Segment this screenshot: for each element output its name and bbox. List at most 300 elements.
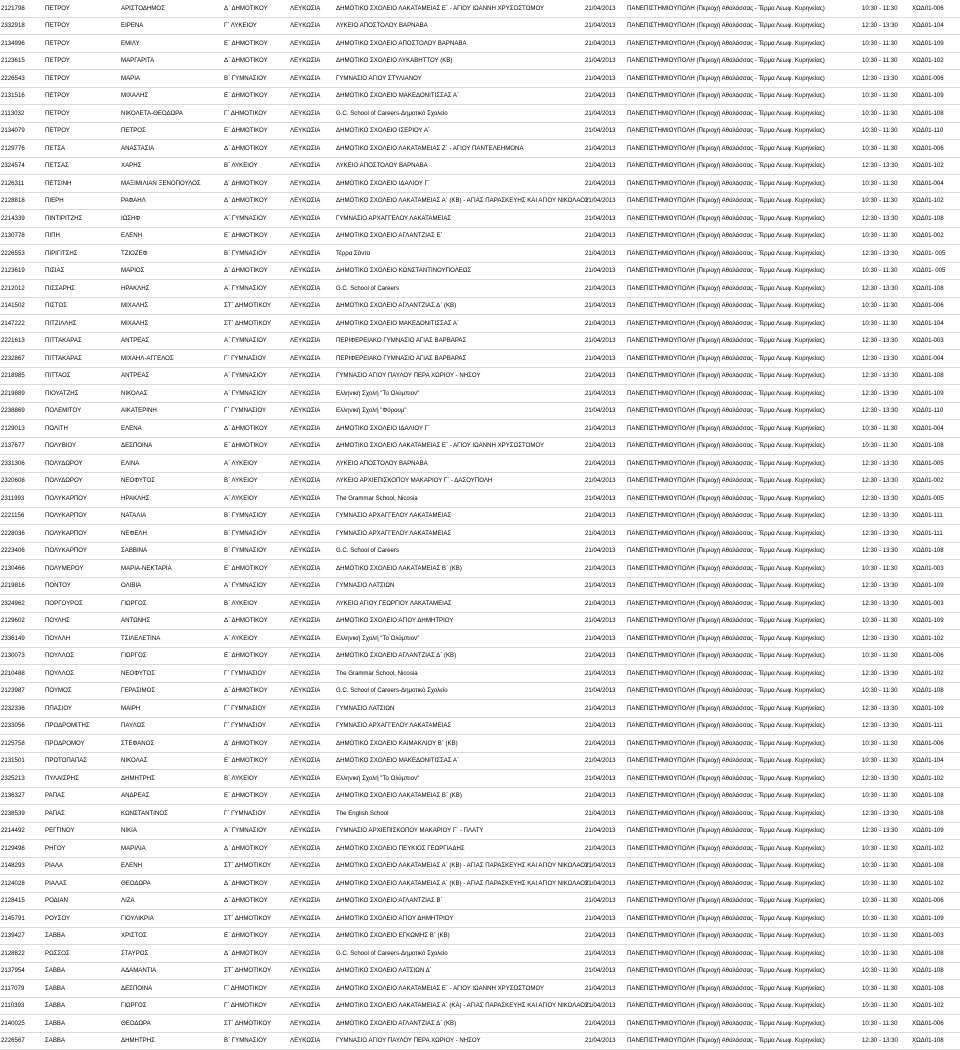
id-cell[interactable]: 2123619: [0, 262, 44, 280]
surname-cell[interactable]: ΠΕΤΡΟΥ: [44, 17, 120, 35]
date-cell[interactable]: 21/04/2013: [584, 350, 626, 368]
venue-cell[interactable]: ΠΑΝΕΠΙΣΤΗΜΙΟΥΠΟΛΗ (Περιοχή Αθαλάσσας - Τέρμα Λεωφ. Κυρηνείας): [626, 315, 862, 333]
location-cell[interactable]: ΛΕΥΚΩΣΙΑ: [289, 402, 335, 420]
surname-cell[interactable]: ΡΕΓΓΙΝΟΥ: [44, 822, 120, 840]
location-cell[interactable]: ΛΕΥΚΩΣΙΑ: [289, 437, 335, 455]
class-cell[interactable]: Α΄ ΓΥΜΝΑΣΙΟΥ: [223, 577, 289, 595]
first-name-cell[interactable]: ΝΙΚΟΛΑΣ: [120, 385, 223, 403]
date-cell[interactable]: 21/04/2013: [584, 332, 626, 350]
first-name-cell[interactable]: ΧΑΡΗΣ: [120, 157, 223, 175]
code-cell[interactable]: ΧΩΔ01-108: [912, 980, 960, 998]
time-cell[interactable]: 10:30 - 11:30: [862, 840, 912, 858]
id-cell[interactable]: 2311993: [0, 490, 44, 508]
code-cell[interactable]: ΧΩΔ01-108: [912, 1032, 960, 1050]
location-cell[interactable]: ΛΕΥΚΩΣΙΑ: [289, 752, 335, 770]
location-cell[interactable]: ΛΕΥΚΩΣΙΑ: [289, 875, 335, 893]
class-cell[interactable]: Β΄ ΛΥΚΕΙΟΥ: [223, 770, 289, 788]
code-cell[interactable]: ΧΩΔ01-005: [912, 455, 960, 473]
school-cell[interactable]: ΔΗΜΟΤΙΚΟ ΣΧΟΛΕΙΟ ΛΑΚΑΤΑΜΕΙΑΣ Α΄ (ΚΒ) - ΑΓΙΑΣ ΠΑΡΑΣΚΕΥΗΣ ΚΑΙ ΑΓΙΟΥ ΝΙΚΟΛΑΟΥ: [335, 875, 584, 893]
venue-cell[interactable]: ΠΑΝΕΠΙΣΤΗΜΙΟΥΠΟΛΗ (Περιοχή Αθαλάσσας - Τέρμα Λεωφ. Κυρηνείας): [626, 227, 862, 245]
date-cell[interactable]: 21/04/2013: [584, 595, 626, 613]
surname-cell[interactable]: ΠΕΤΡΟΥ: [44, 105, 120, 123]
venue-cell[interactable]: ΠΑΝΕΠΙΣΤΗΜΙΟΥΠΟΛΗ (Περιοχή Αθαλάσσας - Τέρμα Λεωφ. Κυρηνείας): [626, 665, 862, 683]
id-cell[interactable]: 2126311: [0, 175, 44, 193]
class-cell[interactable]: Ε΄ ΔΗΜΟΤΙΚΟΥ: [223, 560, 289, 578]
id-cell[interactable]: 2128415: [0, 892, 44, 910]
time-cell[interactable]: 12:30 - 13:30: [862, 577, 912, 595]
code-cell[interactable]: ΧΩΔ01-004: [912, 350, 960, 368]
school-cell[interactable]: ΓΥΜΝΑΣΙΟ ΑΡΧΑΓΓΕΛΟΥ ΛΑΚΑΤΑΜΕΙΑΣ: [335, 210, 584, 228]
location-cell[interactable]: ΛΕΥΚΩΣΙΑ: [289, 315, 335, 333]
id-cell[interactable]: 2238869: [0, 402, 44, 420]
id-cell[interactable]: 2226567: [0, 1032, 44, 1050]
code-cell[interactable]: ΧΩΔ01-108: [912, 210, 960, 228]
code-cell[interactable]: ΧΩΔ01-108: [912, 787, 960, 805]
id-cell[interactable]: 2331306: [0, 455, 44, 473]
code-cell[interactable]: ΧΩΔ01-108: [912, 945, 960, 963]
surname-cell[interactable]: ΠΡΟΔΡΟΜΟΥ: [44, 735, 120, 753]
school-cell[interactable]: ΔΗΜΟΤΙΚΟ ΣΧΟΛΕΙΟ ΜΑΚΕΔΟΝΙΤΙΣΣΑΣ Α΄: [335, 87, 584, 105]
time-cell[interactable]: 12:30 - 13:30: [862, 367, 912, 385]
time-cell[interactable]: 12:30 - 13:30: [862, 717, 912, 735]
code-cell[interactable]: ΧΩΔ01-102: [912, 840, 960, 858]
code-cell[interactable]: ΧΩΔ01-109: [912, 577, 960, 595]
time-cell[interactable]: 10:30 - 11:30: [862, 927, 912, 945]
school-cell[interactable]: ΔΗΜΟΤΙΚΟ ΣΧΟΛΕΙΟ ΑΓΙΟΥ ΔΗΜΗΤΡΙΟΥ: [335, 612, 584, 630]
id-cell[interactable]: 2137677: [0, 437, 44, 455]
date-cell[interactable]: 21/04/2013: [584, 385, 626, 403]
code-cell[interactable]: ΧΩΔ01-102: [912, 997, 960, 1015]
time-cell[interactable]: 12:30 - 13:30: [862, 402, 912, 420]
first-name-cell[interactable]: ΧΡΙΣΤΟΣ: [120, 927, 223, 945]
venue-cell[interactable]: ΠΑΝΕΠΙΣΤΗΜΙΟΥΠΟΛΗ (Περιοχή Αθαλάσσας - Τέρμα Λεωφ. Κυρηνείας): [626, 0, 862, 17]
id-cell[interactable]: 2223406: [0, 542, 44, 560]
time-cell[interactable]: 10:30 - 11:30: [862, 752, 912, 770]
first-name-cell[interactable]: ΓΙΩΡΓΟΣ: [120, 595, 223, 613]
time-cell[interactable]: 10:30 - 11:30: [862, 175, 912, 193]
time-cell[interactable]: 12:30 - 13:30: [862, 700, 912, 718]
venue-cell[interactable]: ΠΑΝΕΠΙΣΤΗΜΙΟΥΠΟΛΗ (Περιοχή Αθαλάσσας - Τέρμα Λεωφ. Κυρηνείας): [626, 927, 862, 945]
location-cell[interactable]: ΛΕΥΚΩΣΙΑ: [289, 192, 335, 210]
school-cell[interactable]: ΓΥΜΝΑΣΙΟ ΑΓΙΟΥ ΠΑΥΛΟΥ ΠΕΡΑ ΧΩΡΙΟΥ - ΝΗΣΟΥ: [335, 1032, 584, 1050]
first-name-cell[interactable]: ΛΙΖΑ: [120, 892, 223, 910]
venue-cell[interactable]: ΠΑΝΕΠΙΣΤΗΜΙΟΥΠΟΛΗ (Περιοχή Αθαλάσσας - Τέρμα Λεωφ. Κυρηνείας): [626, 560, 862, 578]
school-cell[interactable]: ΔΗΜΟΤΙΚΟ ΣΧΟΛΕΙΟ ΠΕΥΚΙΟΣ ΓΕΩΡΓΙΑΔΗΣ: [335, 840, 584, 858]
time-cell[interactable]: 10:30 - 11:30: [862, 122, 912, 140]
class-cell[interactable]: Γ΄ ΔΗΜΟΤΙΚΟΥ: [223, 980, 289, 998]
location-cell[interactable]: ΛΕΥΚΩΣΙΑ: [289, 507, 335, 525]
location-cell[interactable]: ΛΕΥΚΩΣΙΑ: [289, 560, 335, 578]
school-cell[interactable]: ΔΗΜΟΤΙΚΟ ΣΧΟΛΕΙΟ ΛΑΚΑΤΑΜΕΙΑΣ Β΄ (ΚΒ): [335, 787, 584, 805]
code-cell[interactable]: ΧΩΔ01-006: [912, 70, 960, 88]
id-cell[interactable]: 2221156: [0, 507, 44, 525]
id-cell[interactable]: 2320608: [0, 472, 44, 490]
time-cell[interactable]: 12:30 - 13:30: [862, 210, 912, 228]
school-cell[interactable]: ΔΗΜΟΤΙΚΟ ΣΧΟΛΕΙΟ ΛΑΚΑΤΑΜΕΙΑΣ Ε΄ - ΑΓΙΟΥ ΙΩΑΝΝΗ ΧΡΥΣΟΣΤΟΜΟΥ: [335, 0, 584, 17]
first-name-cell[interactable]: ΕΛΕΝΗ: [120, 227, 223, 245]
school-cell[interactable]: ΓΥΜΝΑΣΙΟ ΛΑΤΣΙΩΝ: [335, 577, 584, 595]
id-cell[interactable]: 2145791: [0, 910, 44, 928]
surname-cell[interactable]: ΠΕΤΣΑ: [44, 140, 120, 158]
first-name-cell[interactable]: ΓΕΡΑΣΙΜΟΣ: [120, 682, 223, 700]
venue-cell[interactable]: ΠΑΝΕΠΙΣΤΗΜΙΟΥΠΟΛΗ (Περιοχή Αθαλάσσας - Τέρμα Λεωφ. Κυρηνείας): [626, 945, 862, 963]
surname-cell[interactable]: ΡΑΠΑΣ: [44, 787, 120, 805]
class-cell[interactable]: Β΄ ΓΥΜΝΑΣΙΟΥ: [223, 507, 289, 525]
class-cell[interactable]: Γ΄ ΓΥΜΝΑΣΙΟΥ: [223, 665, 289, 683]
venue-cell[interactable]: ΠΑΝΕΠΙΣΤΗΜΙΟΥΠΟΛΗ (Περιοχή Αθαλάσσας - Τέρμα Λεωφ. Κυρηνείας): [626, 280, 862, 298]
surname-cell[interactable]: ΠΟΥΛΗΣ: [44, 612, 120, 630]
code-cell[interactable]: ΧΩΔ01-109: [912, 822, 960, 840]
location-cell[interactable]: ΛΕΥΚΩΣΙΑ: [289, 35, 335, 53]
venue-cell[interactable]: ΠΑΝΕΠΙΣΤΗΜΙΟΥΠΟΛΗ (Περιοχή Αθαλάσσας - Τέρμα Λεωφ. Κυρηνείας): [626, 52, 862, 70]
id-cell[interactable]: 2221613: [0, 332, 44, 350]
school-cell[interactable]: ΓΥΜΝΑΣΙΟ ΛΑΤΣΙΩΝ: [335, 700, 584, 718]
first-name-cell[interactable]: ΑΝΑΣΤΑΣΙΑ: [120, 140, 223, 158]
date-cell[interactable]: 21/04/2013: [584, 560, 626, 578]
first-name-cell[interactable]: ΜΑΙΡΗ: [120, 700, 223, 718]
location-cell[interactable]: ΛΕΥΚΩΣΙΑ: [289, 997, 335, 1015]
class-cell[interactable]: Γ΄ ΓΥΜΝΑΣΙΟΥ: [223, 350, 289, 368]
location-cell[interactable]: ΛΕΥΚΩΣΙΑ: [289, 857, 335, 875]
first-name-cell[interactable]: ΕΛΙΝΑ: [120, 455, 223, 473]
first-name-cell[interactable]: ΓΙΩΡΓΟΣ: [120, 647, 223, 665]
time-cell[interactable]: 10:30 - 11:30: [862, 962, 912, 980]
school-cell[interactable]: ΔΗΜΟΤΙΚΟ ΣΧΟΛΕΙΟ ΑΓΛΑΝΤΖΙΑΣ Δ΄ (ΚΒ): [335, 1015, 584, 1033]
time-cell[interactable]: 10:30 - 11:30: [862, 857, 912, 875]
surname-cell[interactable]: ΡΑΠΑΣ: [44, 805, 120, 823]
first-name-cell[interactable]: ΕΜΙΛΥ: [120, 35, 223, 53]
time-cell[interactable]: 10:30 - 11:30: [862, 560, 912, 578]
code-cell[interactable]: ΧΩΔ01-104: [912, 752, 960, 770]
first-name-cell[interactable]: ΑΡΙΣΤΟΔΗΜΟΣ: [120, 0, 223, 17]
code-cell[interactable]: ΧΩΔ01-006: [912, 297, 960, 315]
id-cell[interactable]: 2212012: [0, 280, 44, 298]
class-cell[interactable]: Δ΄ ΔΗΜΟΤΙΚΟΥ: [223, 175, 289, 193]
school-cell[interactable]: ΠΕΡΙΦΕΡΕΙΑΚΟ ΓΥΜΝΑΣΙΟ ΑΓΙΑΣ ΒΑΡΒΑΡΑΣ: [335, 332, 584, 350]
venue-cell[interactable]: ΠΑΝΕΠΙΣΤΗΜΙΟΥΠΟΛΗ (Περιοχή Αθαλάσσας - Τέρμα Λεωφ. Κυρηνείας): [626, 805, 862, 823]
class-cell[interactable]: ΣΤ΄ ΔΗΜΟΤΙΚΟΥ: [223, 315, 289, 333]
surname-cell[interactable]: ΡΗΓΟΥ: [44, 840, 120, 858]
venue-cell[interactable]: ΠΑΝΕΠΙΣΤΗΜΙΟΥΠΟΛΗ (Περιοχή Αθαλάσσας - Τέρμα Λεωφ. Κυρηνείας): [626, 770, 862, 788]
school-cell[interactable]: ΓΥΜΝΑΣΙΟ ΑΓΙΟΥ ΠΑΥΛΟΥ ΠΕΡΑ ΧΩΡΙΟΥ - ΝΗΣΟΥ: [335, 367, 584, 385]
date-cell[interactable]: 21/04/2013: [584, 507, 626, 525]
surname-cell[interactable]: ΠΠΑΣΙΟΥ: [44, 700, 120, 718]
date-cell[interactable]: 21/04/2013: [584, 280, 626, 298]
id-cell[interactable]: 2141502: [0, 297, 44, 315]
code-cell[interactable]: ΧΩΔ01-003: [912, 332, 960, 350]
location-cell[interactable]: ΛΕΥΚΩΣΙΑ: [289, 455, 335, 473]
class-cell[interactable]: Δ΄ ΔΗΜΟΤΙΚΟΥ: [223, 612, 289, 630]
surname-cell[interactable]: ΠΙΣΤΟΣ: [44, 297, 120, 315]
school-cell[interactable]: G.C. School of Careers-Δημοτικό Σχολείο: [335, 105, 584, 123]
school-cell[interactable]: ΛΥΚΕΙΟ ΑΡΧΙΕΠΙΣΚΟΠΟΥ ΜΑΚΑΡΙΟΥ Γ΄ - ΔΑΣΟΥΠΟΛΗ: [335, 472, 584, 490]
date-cell[interactable]: 21/04/2013: [584, 472, 626, 490]
id-cell[interactable]: 2139427: [0, 927, 44, 945]
id-cell[interactable]: 2148293: [0, 857, 44, 875]
id-cell[interactable]: 2129013: [0, 420, 44, 438]
surname-cell[interactable]: ΠΕΤΡΟΥ: [44, 70, 120, 88]
surname-cell[interactable]: ΠΙΣΙΑΣ: [44, 262, 120, 280]
code-cell[interactable]: ΧΩΔ01-110: [912, 122, 960, 140]
school-cell[interactable]: ΠΕΡΙΦΕΡΕΙΑΚΟ ΓΥΜΝΑΣΙΟ ΑΓΙΑΣ ΒΑΡΒΑΡΑΣ: [335, 350, 584, 368]
first-name-cell[interactable]: ΑΔΑΜΑΝΤΙΑ: [120, 962, 223, 980]
date-cell[interactable]: 21/04/2013: [584, 542, 626, 560]
time-cell[interactable]: 10:30 - 11:30: [862, 297, 912, 315]
id-cell[interactable]: 2123615: [0, 52, 44, 70]
date-cell[interactable]: 21/04/2013: [584, 577, 626, 595]
date-cell[interactable]: 21/04/2013: [584, 1032, 626, 1050]
school-cell[interactable]: ΔΗΜΟΤΙΚΟ ΣΧΟΛΕΙΟ ΑΓΛΑΝΤΖΙΑΣ Β΄: [335, 892, 584, 910]
code-cell[interactable]: ΧΩΔ01-104: [912, 315, 960, 333]
code-cell[interactable]: ΧΩΔ01-003: [912, 560, 960, 578]
venue-cell[interactable]: ΠΑΝΕΠΙΣΤΗΜΙΟΥΠΟΛΗ (Περιοχή Αθαλάσσας - Τέρμα Λεωφ. Κυρηνείας): [626, 1015, 862, 1033]
venue-cell[interactable]: ΠΑΝΕΠΙΣΤΗΜΙΟΥΠΟΛΗ (Περιοχή Αθαλάσσας - Τέρμα Λεωφ. Κυρηνείας): [626, 787, 862, 805]
first-name-cell[interactable]: ΤΖΙΟΖΕΦ: [120, 245, 223, 263]
venue-cell[interactable]: ΠΑΝΕΠΙΣΤΗΜΙΟΥΠΟΛΗ (Περιοχή Αθαλάσσας - Τέρμα Λεωφ. Κυρηνείας): [626, 297, 862, 315]
code-cell[interactable]: ΧΩΔ01-109: [912, 87, 960, 105]
id-cell[interactable]: 2121798: [0, 0, 44, 17]
first-name-cell[interactable]: ΣΤΕΦΑΝΟΣ: [120, 735, 223, 753]
id-cell[interactable]: 2130466: [0, 560, 44, 578]
class-cell[interactable]: Α΄ ΓΥΜΝΑΣΙΟΥ: [223, 210, 289, 228]
school-cell[interactable]: ΔΗΜΟΤΙΚΟ ΣΧΟΛΕΙΟ ΜΑΚΕΔΟΝΙΤΙΣΣΑΣ Α΄: [335, 315, 584, 333]
surname-cell[interactable]: ΠΕΤΡΟΥ: [44, 87, 120, 105]
surname-cell[interactable]: ΠΙΤΖΙΛΛΗΣ: [44, 315, 120, 333]
date-cell[interactable]: 21/04/2013: [584, 105, 626, 123]
class-cell[interactable]: Β΄ ΓΥΜΝΑΣΙΟΥ: [223, 542, 289, 560]
code-cell[interactable]: ΧΩΔ01-005: [912, 490, 960, 508]
code-cell[interactable]: ΧΩΔ01-108: [912, 367, 960, 385]
class-cell[interactable]: Ε΄ ΔΗΜΟΤΙΚΟΥ: [223, 437, 289, 455]
surname-cell[interactable]: ΠΟΥΛΛΟΣ: [44, 647, 120, 665]
venue-cell[interactable]: ΠΑΝΕΠΙΣΤΗΜΙΟΥΠΟΛΗ (Περιοχή Αθαλάσσας - Τέρμα Λεωφ. Κυρηνείας): [626, 35, 862, 53]
venue-cell[interactable]: ΠΑΝΕΠΙΣΤΗΜΙΟΥΠΟΛΗ (Περιοχή Αθαλάσσας - Τέρμα Λεωφ. Κυρηνείας): [626, 962, 862, 980]
first-name-cell[interactable]: ΙΩΣΗΦ: [120, 210, 223, 228]
first-name-cell[interactable]: ΜΑΡΓΑΡΙΤΑ: [120, 52, 223, 70]
location-cell[interactable]: ΛΕΥΚΩΣΙΑ: [289, 1015, 335, 1033]
class-cell[interactable]: Β΄ ΓΥΜΝΑΣΙΟΥ: [223, 245, 289, 263]
first-name-cell[interactable]: ΠΕΤΡΟΣ: [120, 122, 223, 140]
id-cell[interactable]: 2131516: [0, 87, 44, 105]
location-cell[interactable]: ΛΕΥΚΩΣΙΑ: [289, 157, 335, 175]
id-cell[interactable]: 2228036: [0, 525, 44, 543]
id-cell[interactable]: 2238539: [0, 805, 44, 823]
first-name-cell[interactable]: ΔΕΣΠΟΙΝΑ: [120, 437, 223, 455]
code-cell[interactable]: ΧΩΔ01-108: [912, 437, 960, 455]
school-cell[interactable]: ΔΗΜΟΤΙΚΟ ΣΧΟΛΕΙΟ ΛΑΚΑΤΑΜΕΙΑΣ Β΄ (ΚΒ): [335, 560, 584, 578]
location-cell[interactable]: ΛΕΥΚΩΣΙΑ: [289, 350, 335, 368]
venue-cell[interactable]: ΠΑΝΕΠΙΣΤΗΜΙΟΥΠΟΛΗ (Περιοχή Αθαλάσσας - Τέρμα Λεωφ. Κυρηνείας): [626, 717, 862, 735]
id-cell[interactable]: 2113032: [0, 105, 44, 123]
location-cell[interactable]: ΛΕΥΚΩΣΙΑ: [289, 822, 335, 840]
time-cell[interactable]: 10:30 - 11:30: [862, 52, 912, 70]
date-cell[interactable]: 21/04/2013: [584, 875, 626, 893]
class-cell[interactable]: Δ΄ ΔΗΜΟΤΙΚΟΥ: [223, 420, 289, 438]
venue-cell[interactable]: ΠΑΝΕΠΙΣΤΗΜΙΟΥΠΟΛΗ (Περιοχή Αθαλάσσας - Τέρμα Λεωφ. Κυρηνείας): [626, 875, 862, 893]
location-cell[interactable]: ΛΕΥΚΩΣΙΑ: [289, 227, 335, 245]
code-cell[interactable]: ΧΩΔ01-002: [912, 472, 960, 490]
venue-cell[interactable]: ΠΑΝΕΠΙΣΤΗΜΙΟΥΠΟΛΗ (Περιοχή Αθαλάσσας - Τέρμα Λεωφ. Κυρηνείας): [626, 455, 862, 473]
class-cell[interactable]: Δ΄ ΔΗΜΟΤΙΚΟΥ: [223, 840, 289, 858]
id-cell[interactable]: 2336149: [0, 630, 44, 648]
location-cell[interactable]: ΛΕΥΚΩΣΙΑ: [289, 910, 335, 928]
surname-cell[interactable]: ΠΙΝΤΙΡΙΤΖΗΣ: [44, 210, 120, 228]
id-cell[interactable]: 2129498: [0, 840, 44, 858]
class-cell[interactable]: Α΄ ΓΥΜΝΑΣΙΟΥ: [223, 822, 289, 840]
id-cell[interactable]: 2214339: [0, 210, 44, 228]
code-cell[interactable]: ΧΩΔ01-108: [912, 542, 960, 560]
surname-cell[interactable]: ΠΙΤΤΑΚΑΡΑΣ: [44, 350, 120, 368]
time-cell[interactable]: 12:30 - 13:30: [862, 595, 912, 613]
school-cell[interactable]: ΛΥΚΕΙΟ ΑΠΟΣΤΟΛΟΥ ΒΑΡΝΑΒΑ: [335, 455, 584, 473]
school-cell[interactable]: Ελληνική Σχολή "Το Ολύμπιον": [335, 770, 584, 788]
class-cell[interactable]: Γ΄ ΓΥΜΝΑΣΙΟΥ: [223, 700, 289, 718]
class-cell[interactable]: Α΄ ΓΥΜΝΑΣΙΟΥ: [223, 385, 289, 403]
school-cell[interactable]: ΓΥΜΝΑΣΙΟ ΑΡΧΑΓΓΕΛΟΥ ΛΑΚΑΤΑΜΕΙΑΣ: [335, 507, 584, 525]
venue-cell[interactable]: ΠΑΝΕΠΙΣΤΗΜΙΟΥΠΟΛΗ (Περιοχή Αθαλάσσας - Τέρμα Λεωφ. Κυρηνείας): [626, 17, 862, 35]
code-cell[interactable]: ΧΩΔ01-004: [912, 420, 960, 438]
school-cell[interactable]: ΔΗΜΟΤΙΚΟ ΣΧΟΛΕΙΟ ΑΓΛΑΝΤΖΙΑΣ Δ΄ (ΚΒ): [335, 647, 584, 665]
code-cell[interactable]: ΧΩΔ01-108: [912, 962, 960, 980]
time-cell[interactable]: 10:30 - 11:30: [862, 315, 912, 333]
school-cell[interactable]: ΓΥΜΝΑΣΙΟ ΑΡΧΑΓΓΕΛΟΥ ΛΑΚΑΤΑΜΕΙΑΣ: [335, 717, 584, 735]
time-cell[interactable]: 12:30 - 13:30: [862, 455, 912, 473]
class-cell[interactable]: Δ΄ ΔΗΜΟΤΙΚΟΥ: [223, 0, 289, 17]
location-cell[interactable]: ΛΕΥΚΩΣΙΑ: [289, 735, 335, 753]
class-cell[interactable]: Α΄ ΓΥΜΝΑΣΙΟΥ: [223, 332, 289, 350]
location-cell[interactable]: ΛΕΥΚΩΣΙΑ: [289, 70, 335, 88]
code-cell[interactable]: ΧΩΔ01-102: [912, 157, 960, 175]
school-cell[interactable]: ΔΗΜΟΤΙΚΟ ΣΧΟΛΕΙΟ ΛΑΚΑΤΑΜΕΙΑΣ Α΄ (ΚΒ) - ΑΓΙΑΣ ΠΑΡΑΣΚΕΥΗΣ ΚΑΙ ΑΓΙΟΥ ΝΙΚΟΛΑΟΥ: [335, 857, 584, 875]
location-cell[interactable]: ΛΕΥΚΩΣΙΑ: [289, 490, 335, 508]
time-cell[interactable]: 12:30 - 13:30: [862, 350, 912, 368]
time-cell[interactable]: 12:30 - 13:30: [862, 525, 912, 543]
class-cell[interactable]: ΣΤ΄ ΔΗΜΟΤΙΚΟΥ: [223, 910, 289, 928]
venue-cell[interactable]: ΠΑΝΕΠΙΣΤΗΜΙΟΥΠΟΛΗ (Περιοχή Αθαλάσσας - Τέρμα Λεωφ. Κυρηνείας): [626, 682, 862, 700]
time-cell[interactable]: 10:30 - 11:30: [862, 612, 912, 630]
class-cell[interactable]: Β΄ ΛΥΚΕΙΟΥ: [223, 157, 289, 175]
id-cell[interactable]: 2134996: [0, 35, 44, 53]
date-cell[interactable]: 21/04/2013: [584, 1015, 626, 1033]
surname-cell[interactable]: ΠΡΟΔΡΟΜΙΤΗΣ: [44, 717, 120, 735]
class-cell[interactable]: Β΄ ΛΥΚΕΙΟΥ: [223, 595, 289, 613]
date-cell[interactable]: 21/04/2013: [584, 315, 626, 333]
date-cell[interactable]: 21/04/2013: [584, 525, 626, 543]
date-cell[interactable]: 21/04/2013: [584, 927, 626, 945]
school-cell[interactable]: G.C. School of Careers-Δημοτικό Σχολείο: [335, 945, 584, 963]
class-cell[interactable]: Γ΄ ΛΥΚΕΙΟΥ: [223, 17, 289, 35]
class-cell[interactable]: Ε΄ ΔΗΜΟΤΙΚΟΥ: [223, 227, 289, 245]
id-cell[interactable]: 2136327: [0, 787, 44, 805]
code-cell[interactable]: ΧΩΔ01-108: [912, 105, 960, 123]
venue-cell[interactable]: ΠΑΝΕΠΙΣΤΗΜΙΟΥΠΟΛΗ (Περιοχή Αθαλάσσας - Τέρμα Λεωφ. Κυρηνείας): [626, 997, 862, 1015]
date-cell[interactable]: 21/04/2013: [584, 35, 626, 53]
school-cell[interactable]: Τέρρα Σάντα: [335, 245, 584, 263]
venue-cell[interactable]: ΠΑΝΕΠΙΣΤΗΜΙΟΥΠΟΛΗ (Περιοχή Αθαλάσσας - Τέρμα Λεωφ. Κυρηνείας): [626, 140, 862, 158]
location-cell[interactable]: ΛΕΥΚΩΣΙΑ: [289, 297, 335, 315]
school-cell[interactable]: ΔΗΜΟΤΙΚΟ ΣΧΟΛΕΙΟ ΑΓΙΟΥ ΔΗΜΗΤΡΙΟΥ: [335, 910, 584, 928]
surname-cell[interactable]: ΠΟΛΥΜΕΡΟΥ: [44, 560, 120, 578]
code-cell[interactable]: ΧΩΔ01-006: [912, 735, 960, 753]
first-name-cell[interactable]: ΜΙΧΑΛΗΣ: [120, 297, 223, 315]
id-cell[interactable]: 2130073: [0, 647, 44, 665]
surname-cell[interactable]: ΠΟΡΓΟΥΡΟΣ: [44, 595, 120, 613]
venue-cell[interactable]: ΠΑΝΕΠΙΣΤΗΜΙΟΥΠΟΛΗ (Περιοχή Αθαλάσσας - Τέρμα Λεωφ. Κυρηνείας): [626, 752, 862, 770]
school-cell[interactable]: The English School: [335, 805, 584, 823]
date-cell[interactable]: 21/04/2013: [584, 910, 626, 928]
id-cell[interactable]: 2129776: [0, 140, 44, 158]
location-cell[interactable]: ΛΕΥΚΩΣΙΑ: [289, 332, 335, 350]
id-cell[interactable]: 2226553: [0, 245, 44, 263]
id-cell[interactable]: 2233056: [0, 717, 44, 735]
first-name-cell[interactable]: ΑΝΤΩΝΗΣ: [120, 612, 223, 630]
date-cell[interactable]: 21/04/2013: [584, 682, 626, 700]
class-cell[interactable]: Ε΄ ΔΗΜΟΤΙΚΟΥ: [223, 927, 289, 945]
date-cell[interactable]: 21/04/2013: [584, 297, 626, 315]
date-cell[interactable]: 21/04/2013: [584, 17, 626, 35]
time-cell[interactable]: 12:30 - 13:30: [862, 490, 912, 508]
first-name-cell[interactable]: ΗΡΑΚΛΗΣ: [120, 490, 223, 508]
school-cell[interactable]: ΓΥΜΝΑΣΙΟ ΑΡΧΙΕΠΙΣΚΟΠΟΥ ΜΑΚΑΡΙΟΥ Γ΄ - ΠΛΑΤΥ: [335, 822, 584, 840]
first-name-cell[interactable]: ΑΝΔΡΕΑΣ: [120, 787, 223, 805]
id-cell[interactable]: 2137954: [0, 962, 44, 980]
venue-cell[interactable]: ΠΑΝΕΠΙΣΤΗΜΙΟΥΠΟΛΗ (Περιοχή Αθαλάσσας - Τέρμα Λεωφ. Κυρηνείας): [626, 332, 862, 350]
location-cell[interactable]: ΛΕΥΚΩΣΙΑ: [289, 595, 335, 613]
venue-cell[interactable]: ΠΑΝΕΠΙΣΤΗΜΙΟΥΠΟΛΗ (Περιοχή Αθαλάσσας - Τέρμα Λεωφ. Κυρηνείας): [626, 595, 862, 613]
code-cell[interactable]: ΧΩΔ01-108: [912, 280, 960, 298]
id-cell[interactable]: 2134079: [0, 122, 44, 140]
surname-cell[interactable]: ΠΟΛΕΜΙΤΟΥ: [44, 402, 120, 420]
date-cell[interactable]: 21/04/2013: [584, 770, 626, 788]
venue-cell[interactable]: ΠΑΝΕΠΙΣΤΗΜΙΟΥΠΟΛΗ (Περιοχή Αθαλάσσας - Τέρμα Λεωφ. Κυρηνείας): [626, 840, 862, 858]
code-cell[interactable]: ΧΩΔ01- 005: [912, 262, 960, 280]
school-cell[interactable]: ΔΗΜΟΤΙΚΟ ΣΧΟΛΕΙΟ ΑΠΟΣΤΟΛΟΥ ΒΑΡΝΑΒΑ: [335, 35, 584, 53]
code-cell[interactable]: ΧΩΔ01-006: [912, 647, 960, 665]
time-cell[interactable]: 10:30 - 11:30: [862, 910, 912, 928]
date-cell[interactable]: 21/04/2013: [584, 805, 626, 823]
date-cell[interactable]: 21/04/2013: [584, 857, 626, 875]
date-cell[interactable]: 21/04/2013: [584, 52, 626, 70]
id-cell[interactable]: 2147222: [0, 315, 44, 333]
time-cell[interactable]: 12:30 - 13:30: [862, 805, 912, 823]
id-cell[interactable]: 2128822: [0, 945, 44, 963]
class-cell[interactable]: Γ΄ ΔΗΜΟΤΙΚΟΥ: [223, 105, 289, 123]
time-cell[interactable]: 12:30 - 13:30: [862, 770, 912, 788]
time-cell[interactable]: 10:30 - 11:30: [862, 997, 912, 1015]
date-cell[interactable]: 21/04/2013: [584, 420, 626, 438]
time-cell[interactable]: 10:30 - 11:30: [862, 87, 912, 105]
time-cell[interactable]: 10:30 - 11:30: [862, 35, 912, 53]
time-cell[interactable]: 12:30 - 13:30: [862, 665, 912, 683]
first-name-cell[interactable]: ΜΑΡΙΛΙΑ: [120, 840, 223, 858]
time-cell[interactable]: 10:30 - 11:30: [862, 0, 912, 17]
code-cell[interactable]: ΧΩΔ01-003: [912, 595, 960, 613]
class-cell[interactable]: Α΄ ΛΥΚΕΙΟΥ: [223, 630, 289, 648]
id-cell[interactable]: 2226543: [0, 70, 44, 88]
code-cell[interactable]: ΧΩΔ01-109: [912, 910, 960, 928]
school-cell[interactable]: ΛΥΚΕΙΟ ΑΠΟΣΤΟΛΟΥ ΒΑΡΝΑΒΑ: [335, 157, 584, 175]
surname-cell[interactable]: ΡΙΑΛΑΣ: [44, 875, 120, 893]
surname-cell[interactable]: ΠΥΛΑΙΣΡΗΣ: [44, 770, 120, 788]
date-cell[interactable]: 21/04/2013: [584, 87, 626, 105]
id-cell[interactable]: 2117079: [0, 980, 44, 998]
code-cell[interactable]: ΧΩΔ01-102: [912, 52, 960, 70]
surname-cell[interactable]: ΠΟΛΥΚΑΡΠΟΥ: [44, 542, 120, 560]
location-cell[interactable]: ΛΕΥΚΩΣΙΑ: [289, 665, 335, 683]
location-cell[interactable]: ΛΕΥΚΩΣΙΑ: [289, 525, 335, 543]
first-name-cell[interactable]: ΘΕΟΔΩΡΑ: [120, 875, 223, 893]
surname-cell[interactable]: ΠΕΤΡΟΥ: [44, 52, 120, 70]
